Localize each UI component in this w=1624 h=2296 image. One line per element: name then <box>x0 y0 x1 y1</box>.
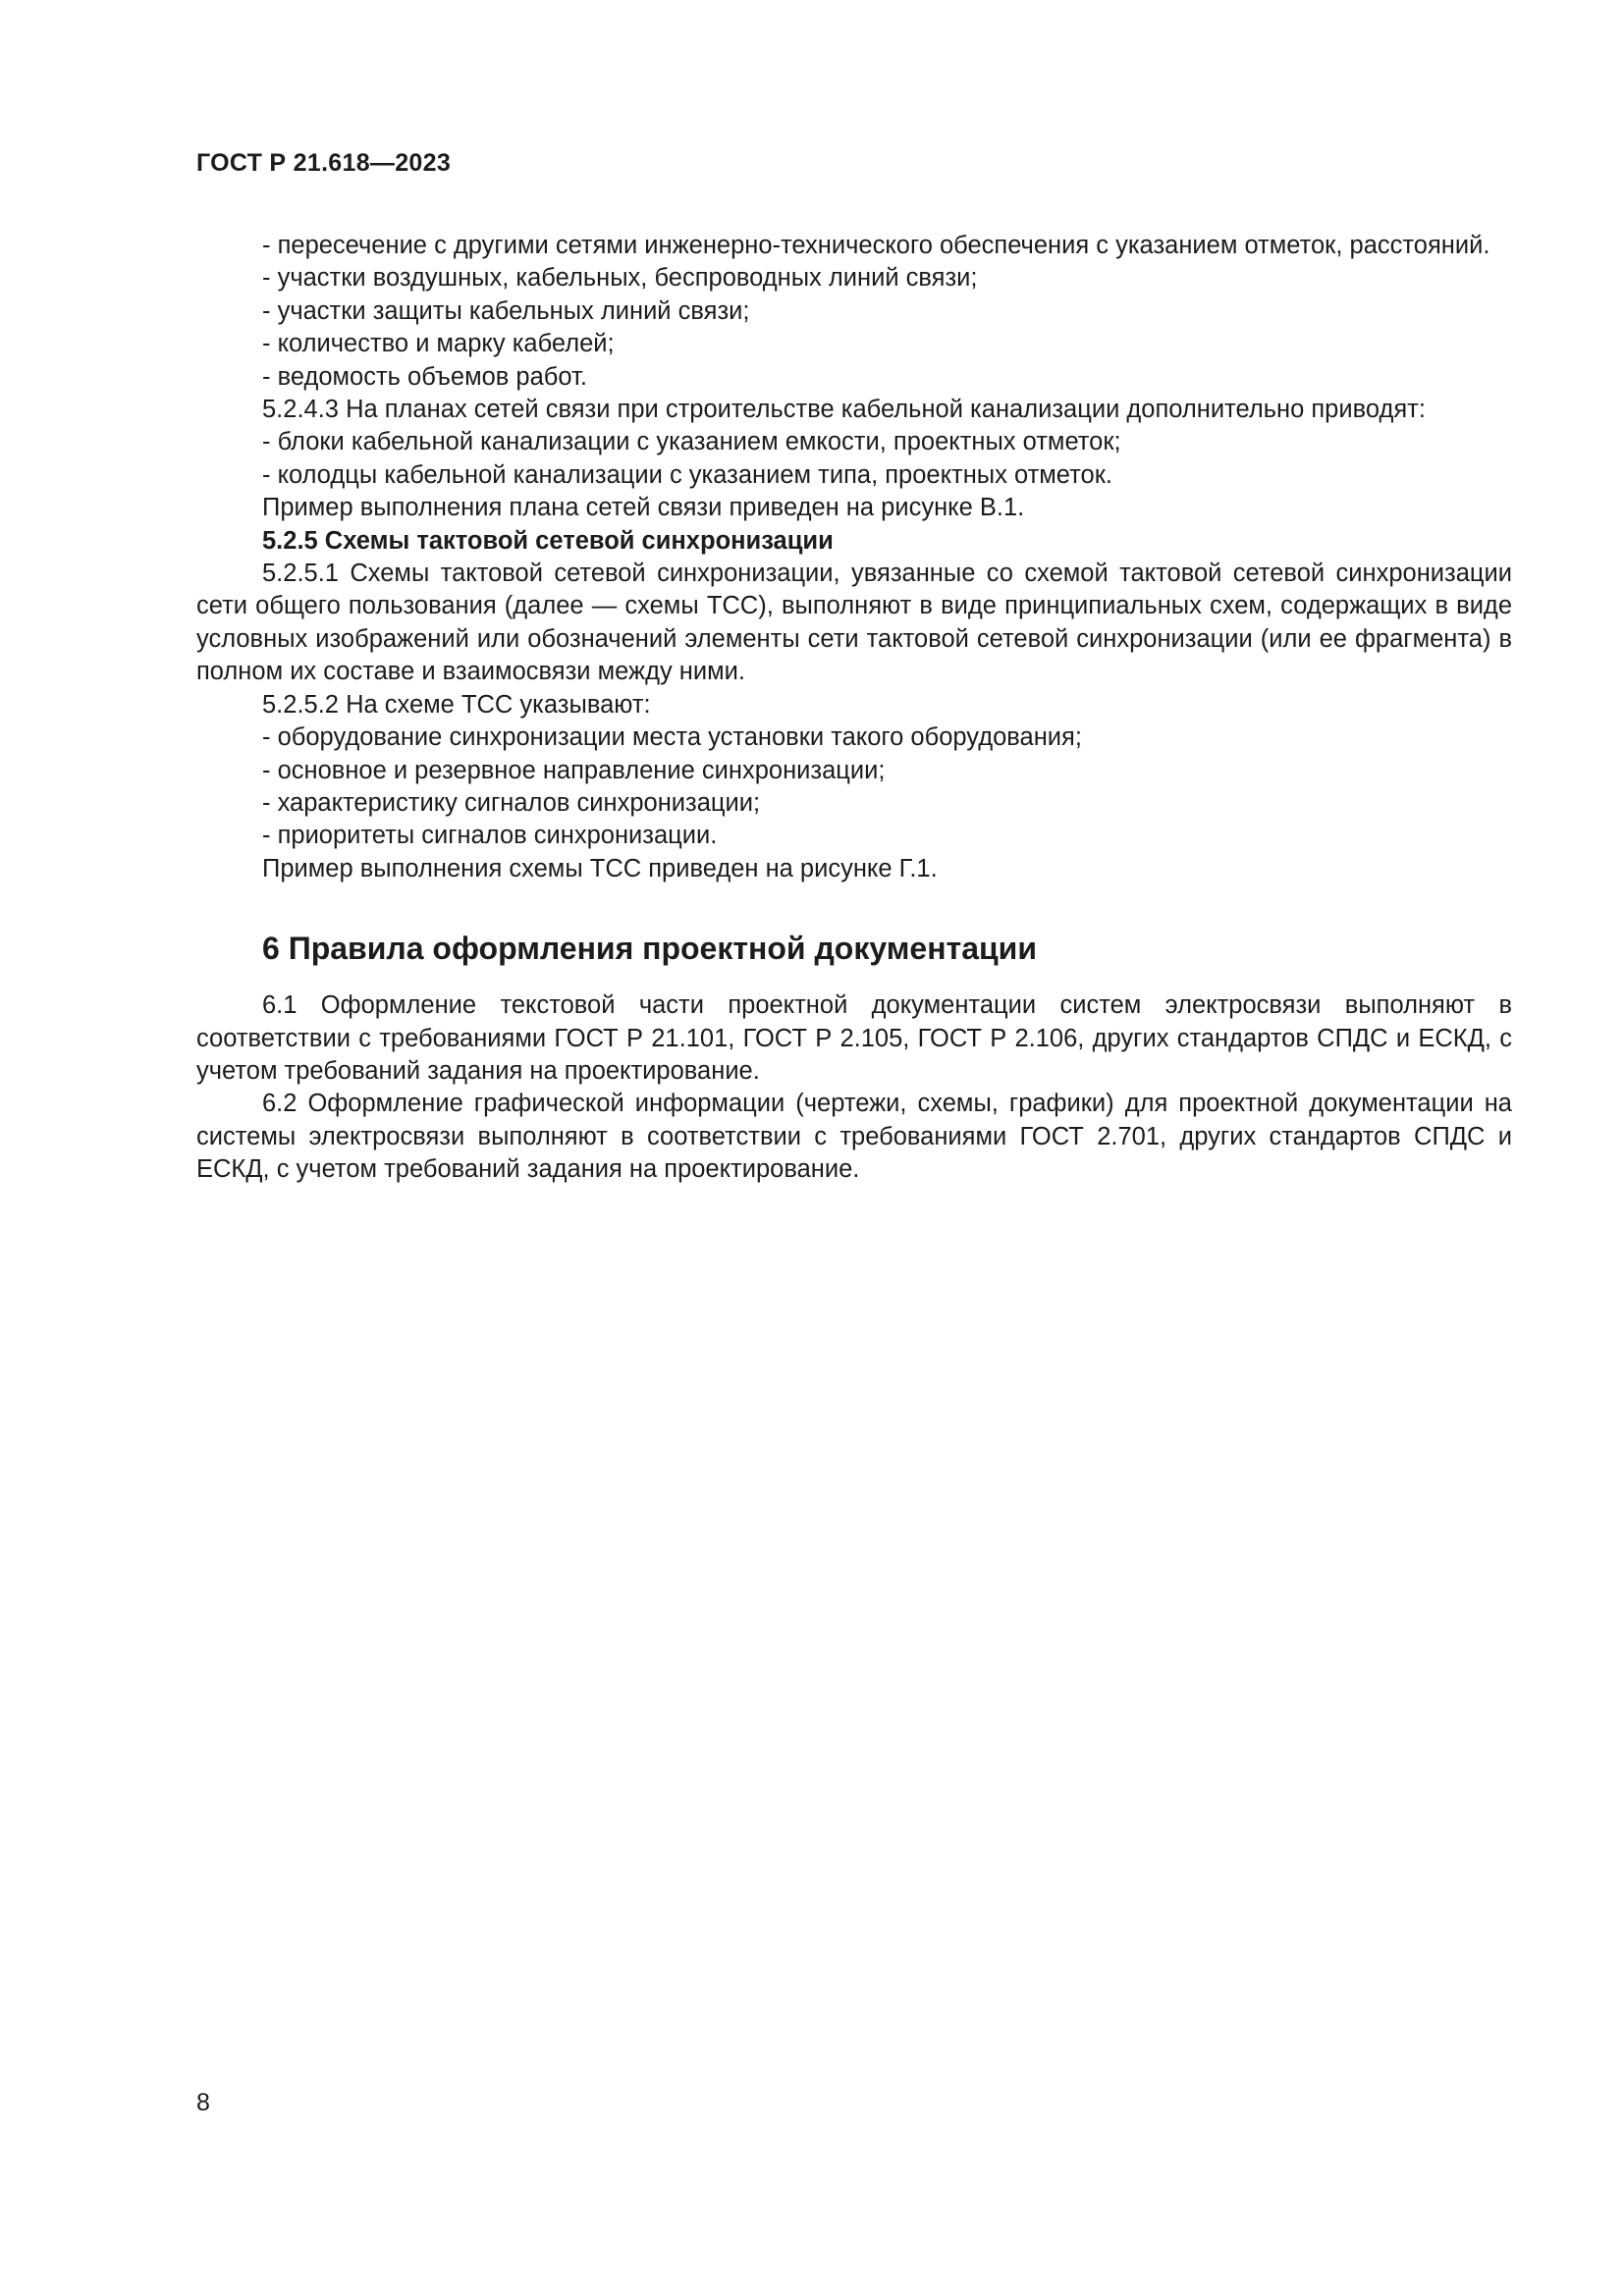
subsection-heading-5-2-5: 5.2.5 Схемы тактовой сетевой синхронизации <box>262 526 834 555</box>
paragraph-example-tss: Пример выполнения схемы ТСС приведен на рисунке Г.1. <box>262 854 938 882</box>
document-body <box>196 230 1512 1187</box>
paragraph-5-2-4-3: 5.2.4.3 На планах сетей связи при строительстве кабельной канализации дополнительно приводят: <box>262 396 1426 424</box>
list-item: - оборудование синхронизации места установки такого оборудования; <box>262 723 1082 752</box>
paragraph-5-2-5-2: 5.2.5.2 На схеме ТСС указывают: <box>262 690 651 719</box>
page-number: 8 <box>196 2089 210 2116</box>
paragraph-6-2: 6.2 Оформление графической информации (чертежи, схемы, графики) для проектной документации на системы электросвязи выполняют в соответствии с требованиями ГОСТ 2.701, других стандартов СПДС и ЕСКД, с учетом требований задания на проектирование. <box>196 1090 1512 1184</box>
list-item: - колодцы кабельной канализации с указанием типа, проектных отметок. <box>262 460 1112 489</box>
list-item: - пересечение с другими сетями инженерно-технического обеспечения с указанием отметок, расстояний. <box>262 232 1490 259</box>
paragraph-6-1: 6.1 Оформление текстовой части проектной документации систем электросвязи выполняют в соответствии с требованиями ГОСТ Р 21.101, ГОСТ Р 2.105, ГОСТ Р 2.106, других стандартов СПДС и ЕСКД, с учетом требований задания на проектирование. <box>196 991 1512 1085</box>
list-item: - основное и резервное направление синхронизации; <box>262 756 886 784</box>
section-heading-6: 6 Правила оформления проектной документации <box>262 931 1037 967</box>
list-item: - участки защиты кабельных линий связи; <box>262 296 750 325</box>
list-item: - количество и марку кабелей; <box>262 330 615 358</box>
list-item: - блоки кабельной канализации с указанием емкости, проектных отметок; <box>262 428 1121 456</box>
list-item: - ведомость объемов работ. <box>262 362 587 391</box>
page-header-standard: ГОСТ Р 21.618—2023 <box>196 149 452 177</box>
paragraph-5-2-5-1: 5.2.5.1 Схемы тактовой сетевой синхронизации, увязанные со схемой тактовой сетевой синхронизации сети общего пользования (далее — схемы ТСС), выполняют в виде принципиальных схем, содержащих в виде условных изображений или обозначений элементы сети тактовой сетевой синхронизации (или ее фрагмента) в полном их составе и взаимосвязи между ними. <box>196 560 1512 686</box>
paragraph-example-plan: Пример выполнения плана сетей связи приведен на рисунке В.1. <box>262 494 1025 522</box>
list-item: - участки воздушных, кабельных, беспроводных линий связи; <box>262 264 978 293</box>
list-item: - характеристику сигналов синхронизации; <box>262 788 761 817</box>
list-item: - приоритеты сигналов синхронизации. <box>262 822 718 850</box>
